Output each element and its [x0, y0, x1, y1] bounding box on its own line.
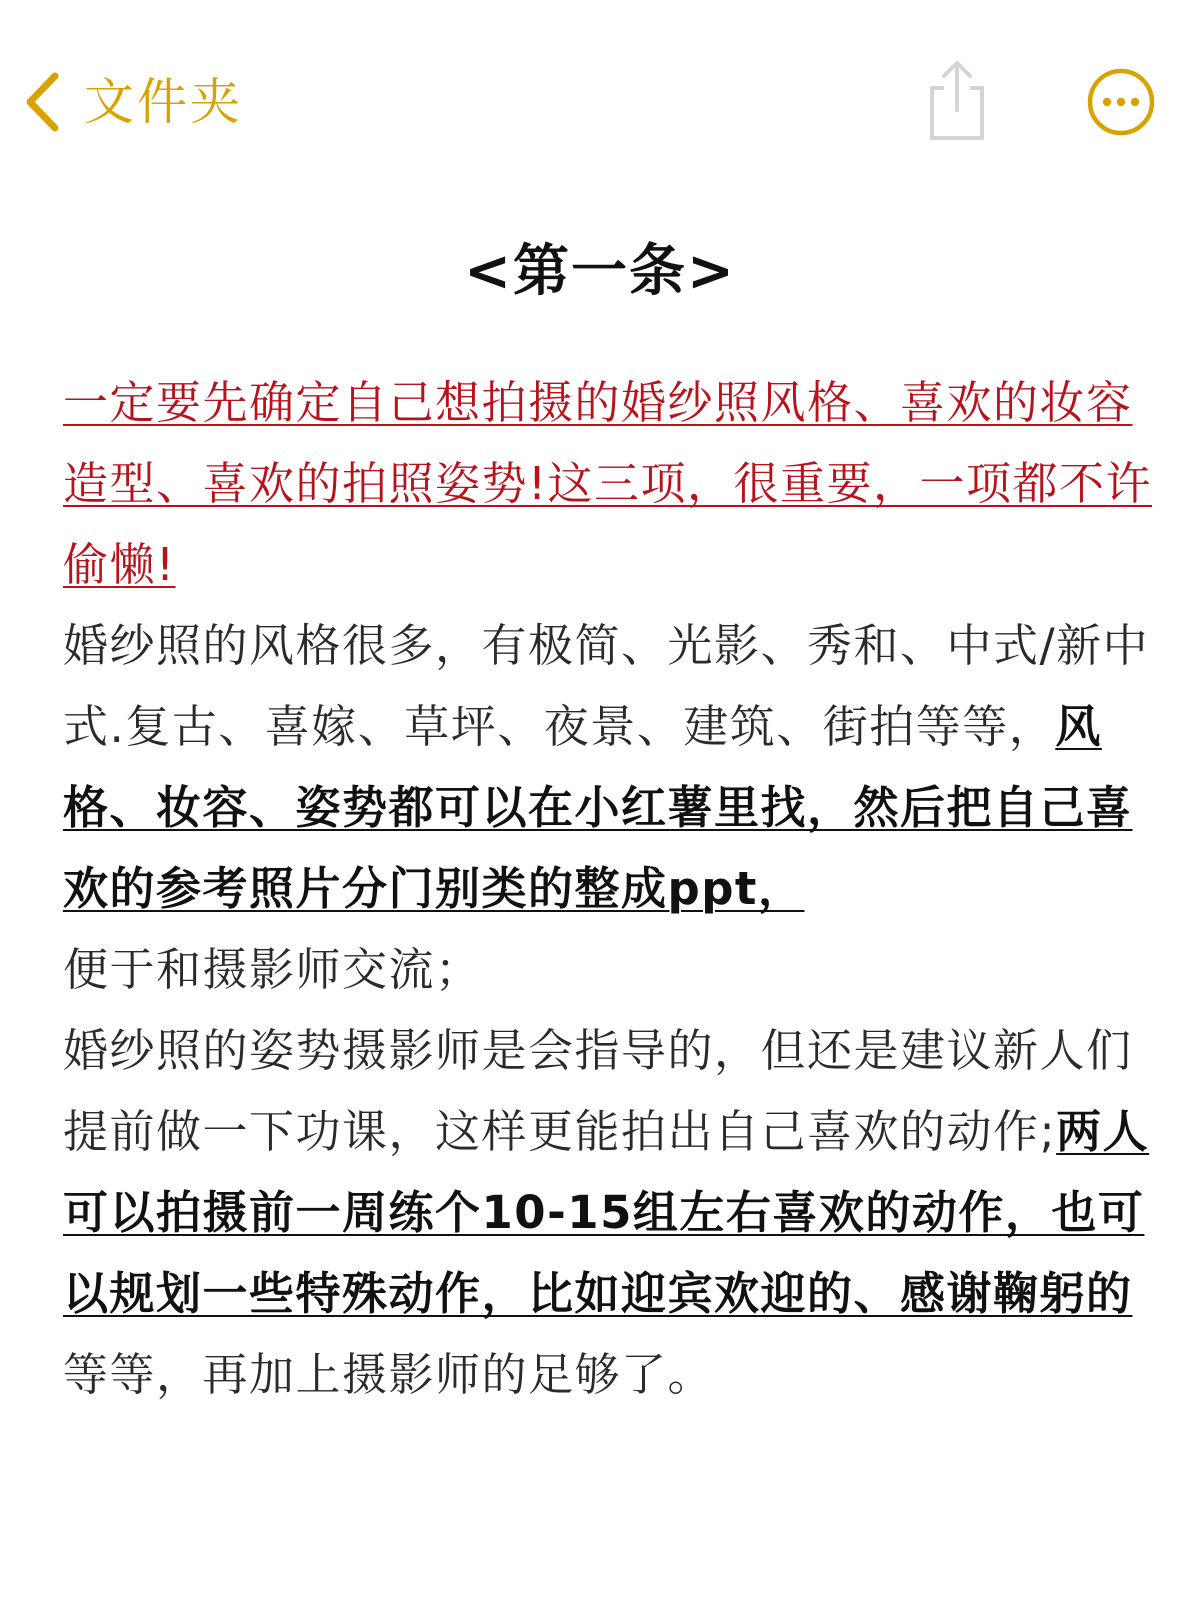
share-button[interactable]: [922, 58, 992, 142]
bold-underlined-text: 风格、妆容、姿势都可以在小红薯里找，然后把自己喜欢的参考照片分门别类的整成ppt，: [63, 700, 1133, 915]
back-button[interactable]: [22, 62, 243, 142]
body-text: 等等，再加上摄影师的足够了。: [63, 1348, 715, 1401]
navigation-bar: [0, 0, 1200, 200]
paragraph-key-advice: [63, 362, 1153, 605]
note-title: <第一条>: [464, 239, 736, 304]
more-icon: [1086, 67, 1156, 137]
body-text: 婚纱照的姿势摄影师是会指导的，但还是建议新人们提前做一下功课，这样更能拍出自己喜欢的动作;: [63, 1024, 1133, 1158]
paragraph-poses: [63, 1010, 1153, 1415]
note-body: [63, 362, 1153, 1415]
share-icon: [922, 58, 992, 142]
body-text: 便于和摄影师交流；: [63, 943, 482, 996]
more-button[interactable]: [1086, 67, 1156, 137]
chevron-left-icon: [22, 71, 62, 133]
red-underlined-text: 一定要先确定自己想拍摄的婚纱照风格、喜欢的妆容造型、喜欢的拍照姿势!这三项，很重要，一项都不许偷懒!: [63, 376, 1153, 591]
body-text: 婚纱照的风格很多，有极简、光影、秀和、中式/新中式.复古、喜嫁、草坪、夜景、建筑、街拍等等，: [63, 619, 1150, 753]
back-label: 文件夹: [84, 73, 243, 131]
paragraph-styles: [63, 605, 1153, 929]
bold-underlined-text: 两人可以拍摄前一周练个10-15组左右喜欢的动作，也可以规划一些特殊动作，比如迎宾欢迎的、感谢鞠躬的: [63, 1105, 1150, 1320]
paragraph-communicate: [63, 929, 1153, 1010]
